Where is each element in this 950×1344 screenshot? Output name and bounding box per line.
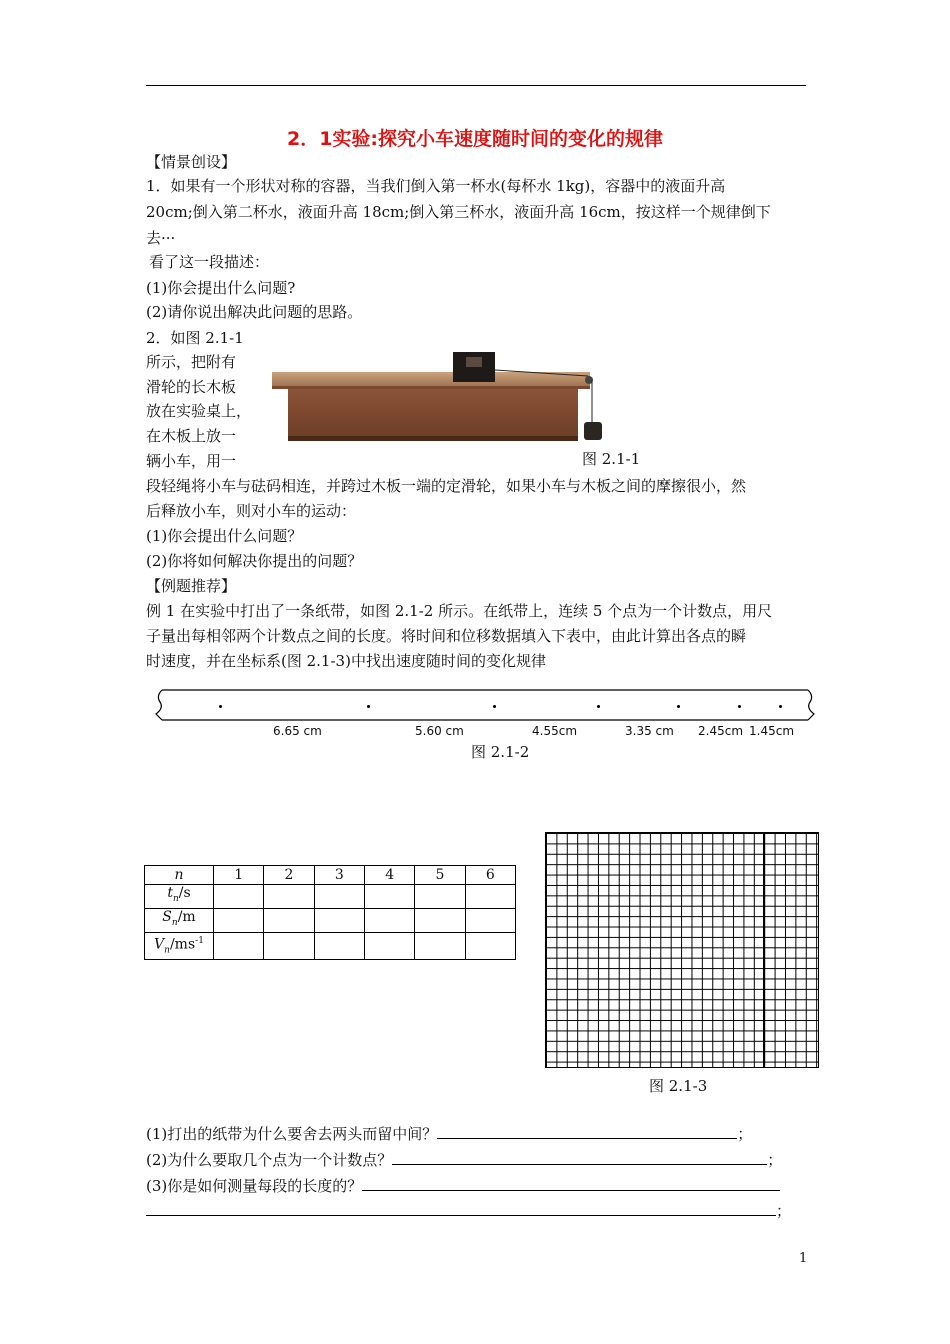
table-col-2: 2 (264, 866, 314, 885)
answer-blank-3[interactable] (362, 1176, 780, 1191)
example-line-1: 例 1 在实验中打出了一条纸带，如图 2.1-2 所示。在纸带上，连续 5 个点为一个计数点，用尺 (146, 602, 773, 620)
fig2-caption: 图 2.1-2 (471, 743, 530, 761)
data-table (144, 865, 516, 960)
row-label-v: $V_n/ms^{-1}$ (145, 932, 214, 959)
paper-tape (150, 686, 820, 726)
table-base (288, 389, 578, 441)
q2-left-3: 滑轮的长木板 (146, 378, 237, 396)
table-row (145, 885, 516, 909)
tape-label: 6.65 cm (273, 724, 322, 738)
tape-label: 5.60 cm (415, 724, 464, 738)
table-col-6: 6 (465, 866, 515, 885)
table-row (145, 932, 516, 959)
table-row (145, 908, 516, 932)
question-3: (3)你是如何测量每段的长度的？ (146, 1176, 780, 1196)
cell-input[interactable] (465, 885, 515, 909)
row-label-s: $S_n/m$ (145, 908, 214, 932)
q2-line-8: 后释放小车，则对小车的运动： (146, 502, 357, 520)
page-number: 1 (799, 1251, 808, 1266)
cell-input[interactable] (264, 908, 314, 932)
table-col-5: 5 (415, 866, 465, 885)
tape-dot (677, 705, 680, 708)
cell-input[interactable] (314, 908, 364, 932)
q1-sub-1: (1)你会提出什么问题? (146, 279, 296, 297)
q1-intro: 看了这一段描述： (149, 253, 270, 271)
cell-input[interactable] (364, 908, 414, 932)
page-title: 2．1实验:探究小车速度随时间的变化的规律 (286, 128, 664, 150)
q1-line-2: 20cm;倒入第二杯水，液面升高 18cm;倒入第三杯水，液面升高 16cm，按这样一个规律倒下 (146, 203, 771, 221)
cell-input[interactable] (465, 932, 515, 959)
q1-line-1: 1．如果有一个形状对称的容器，当我们倒入第一杯水(每杯水 1kg)，容器中的液面升高 (146, 177, 726, 195)
q2-left-4: 放在实验桌上， (146, 402, 252, 420)
cell-input[interactable] (314, 885, 364, 909)
q2-left-1: 2．如图 2.1-1 (146, 329, 244, 347)
long-board (272, 372, 590, 388)
heading-scenario: 【情景创设】 (146, 153, 237, 171)
cell-input[interactable] (264, 885, 314, 909)
example-line-2: 子量出每相邻两个计数点之间的长度。将时间和位移数据填入下表中，由此计算出各点的瞬 (146, 627, 747, 645)
q2-left-6: 辆小车，用一 (146, 452, 237, 470)
cell-input[interactable] (214, 908, 264, 932)
answer-blank-2[interactable] (392, 1150, 767, 1165)
tape-dot (367, 705, 370, 708)
cell-input[interactable] (415, 885, 465, 909)
question-2: (2)为什么要取几个点为一个计数点？ ； (146, 1151, 783, 1169)
q2-line-7: 段轻绳将小车与砝码相连，并跨过木板一端的定滑轮，如果小车与木板之间的摩擦很小，然 (146, 477, 747, 495)
tape-dot (779, 705, 782, 708)
q2-sub-1: (1)你会提出什么问题？ (146, 527, 303, 545)
tape-label: 1.45cm (749, 724, 795, 738)
q1-sub-2: (2)请你说出解决此问题的思路。 (146, 303, 363, 321)
table-col-1: 1 (214, 866, 264, 885)
answer-blank-3b[interactable] (146, 1201, 776, 1216)
tape-dot (738, 705, 741, 708)
tape-label: 4.55cm (532, 724, 578, 738)
fig3-caption: 图 2.1-3 (649, 1077, 708, 1095)
table-col-4: 4 (364, 866, 414, 885)
tape-label: 3.35 cm (625, 724, 674, 738)
tape-dot (597, 705, 600, 708)
header-rule (146, 85, 806, 86)
q1-line-3: 去··· (146, 229, 176, 247)
answer-blank-1[interactable] (437, 1124, 737, 1139)
cell-input[interactable] (364, 932, 414, 959)
cell-input[interactable] (364, 885, 414, 909)
cell-input[interactable] (465, 908, 515, 932)
cell-input[interactable] (264, 932, 314, 959)
cell-input[interactable] (314, 932, 364, 959)
row-label-t: $t_n/s$ (145, 885, 214, 909)
fig1-caption: 图 2.1-1 (582, 450, 641, 468)
apparatus-figure (270, 350, 610, 445)
q2-left-2: 所示，把附有 (146, 353, 237, 371)
weight (584, 422, 602, 440)
table-col-3: 3 (314, 866, 364, 885)
question-3-cont: ； (146, 1201, 791, 1221)
coordinate-grid (545, 832, 819, 1068)
q2-left-5: 在木板上放一 (146, 427, 237, 445)
cell-input[interactable] (415, 908, 465, 932)
tape-dot (219, 705, 222, 708)
heading-examples: 【例题推荐】 (146, 577, 237, 595)
table-header-n: n (145, 866, 214, 885)
question-1: (1)打出的纸带为什么要舍去两头而留中间？ ； (146, 1125, 753, 1143)
tape-dot (493, 705, 496, 708)
cell-input[interactable] (415, 932, 465, 959)
tape-label: 2.45cm (698, 724, 744, 738)
example-line-3: 时速度，并在坐标系(图 2.1-3)中找出速度随时间的变化规律 (146, 652, 546, 670)
q2-sub-2: (2)你将如何解决你提出的问题？ (146, 552, 363, 570)
table-header-row (145, 866, 516, 885)
cell-input[interactable] (214, 885, 264, 909)
cell-input[interactable] (214, 932, 264, 959)
